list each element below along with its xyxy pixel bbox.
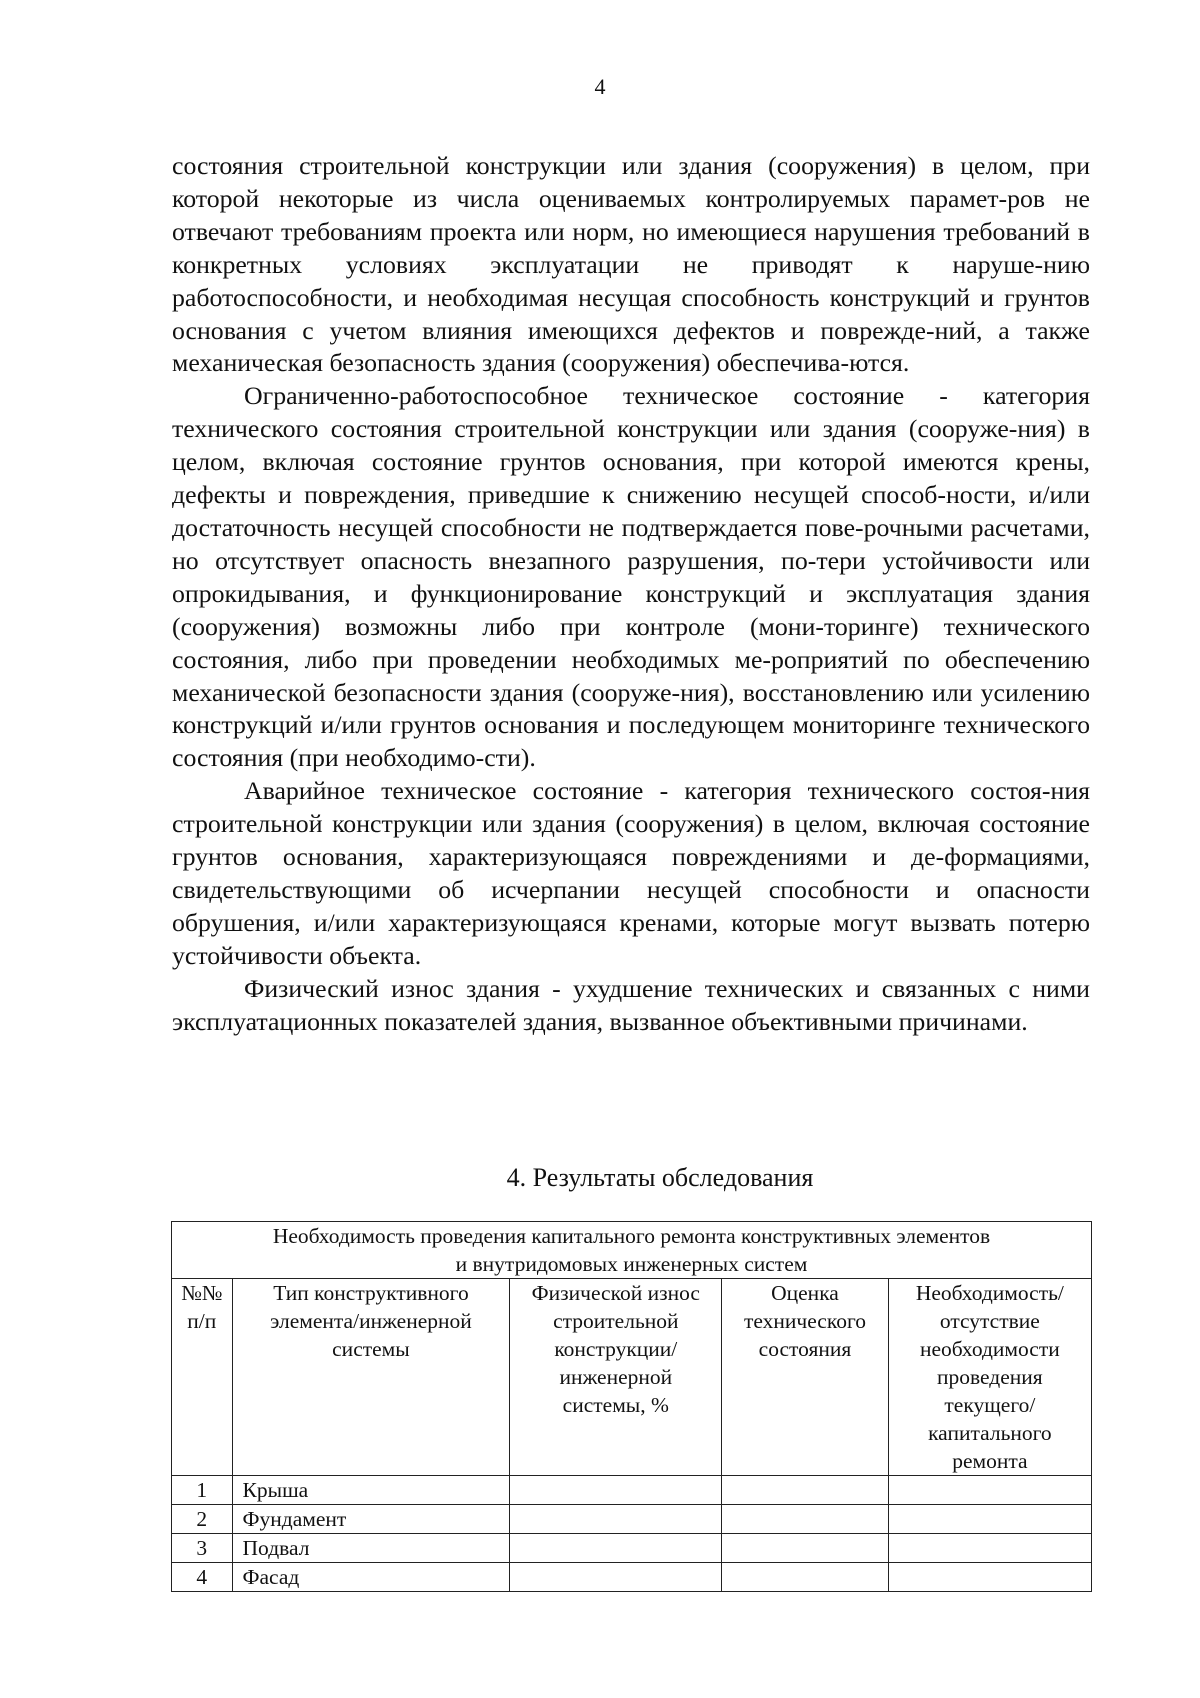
row-repair-need [888,1505,1091,1534]
row-repair-need [888,1563,1091,1592]
row-num: 3 [172,1534,233,1563]
page-number: 4 [594,74,606,99]
row-assessment [722,1476,888,1505]
paragraph-limited-operable-state: Ограниченно-работоспособное техническое состояние - категория технического состояния строительной конструкции или здания (сооруже-ния) в целом, включая состояние грунтов основания, при которой имеются крены, дефекты и повреждения, приведшие к снижению несущей способ-ности, и/или достаточность несущей способности не подтверждается пове-рочными расчетами, но отсутствует опасность внезапного разрушения, по-тери устойчивости или опрокидывания, и функционирование конструкций и эксплуатация здания (сооружения) возможны либо при контроле (мони-торинге) технического состояния, либо при проведении необходимых ме-роприятий по обеспечению механической безопасности здания (сооруже-ния), восстановлению или усилению конструкций и/или грунтов основания и последующем мониторинге технического состояния (при необходимо-сти). [172,381,1090,773]
survey-results-table [171,1221,1092,1592]
row-physical-wear [510,1563,722,1592]
header-num: №№ п/п [172,1279,233,1476]
table-caption-line-1: Необходимость проведения капитального ремонта конструктивных элементов [272,1224,991,1248]
paragraph-emergency-state: Аварийное техническое состояние - категория технического состоя-ния строительной конструкции или здания (сооружения) в целом, включая состояние грунтов основания, характеризующаяся повреждениями и де-формациями, свидетельствующими об исчерпании несущей способности и опасности обрушения, и/или характеризующаяся кренами, которые могут вызвать потерю устойчивости объекта. [172,776,1090,970]
table-caption-row [172,1222,1092,1279]
row-physical-wear [510,1505,722,1534]
row-num: 4 [172,1563,233,1592]
table-row [172,1505,1092,1534]
table-row [172,1563,1092,1592]
table-row [172,1476,1092,1505]
row-repair-need [888,1534,1091,1563]
header-assessment: Оценка технического состояния [722,1279,888,1476]
row-num: 2 [172,1505,233,1534]
row-repair-need [888,1476,1091,1505]
header-element-type: Тип конструктивного элемента/инженерной системы [232,1279,510,1476]
header-physical-wear: Физической износ строительной конструкции/ инженерной системы, % [510,1279,722,1476]
row-physical-wear [510,1476,722,1505]
row-num: 1 [172,1476,233,1505]
table-row [172,1534,1092,1563]
row-element-name: Подвал [232,1534,510,1563]
table-header-row [172,1279,1092,1476]
paragraph-physical-wear: Физический износ здания - ухудшение технических и связанных с ними эксплуатационных показателей здания, вызванное объективными причинами. [172,973,1090,1036]
row-element-name: Крыша [232,1476,510,1505]
row-element-name: Фасад [232,1563,510,1592]
row-assessment [722,1563,888,1592]
row-element-name: Фундамент [232,1505,510,1534]
header-repair-need: Необходимость/ отсутствие необходимости проведения текущего/ капитального ремонта [888,1279,1091,1476]
row-physical-wear [510,1534,722,1563]
body-text [172,150,1090,1038]
section-title: 4. Результаты обследования [506,1163,814,1192]
row-assessment [722,1534,888,1563]
table-caption-line-2: и внутридомовых инженерных систем [455,1252,808,1276]
paragraph-continuation: состояния строительной конструкции или здания (сооружения) в целом, при которой некоторые из числа оцениваемых контролируемых парамет-ров не отвечают требованиям проекта или норм, но имеющиеся нарушения требований в конкретных условиях эксплуатации не приводят к наруше-нию работоспособности, и необходимая несущая способность конструкций и грунтов основания с учетом влияния имеющихся дефектов и поврежде-ний, а также механическая безопасность здания (сооружения) обеспечива-ются. [172,151,1090,378]
row-assessment [722,1505,888,1534]
table-caption [172,1222,1092,1279]
